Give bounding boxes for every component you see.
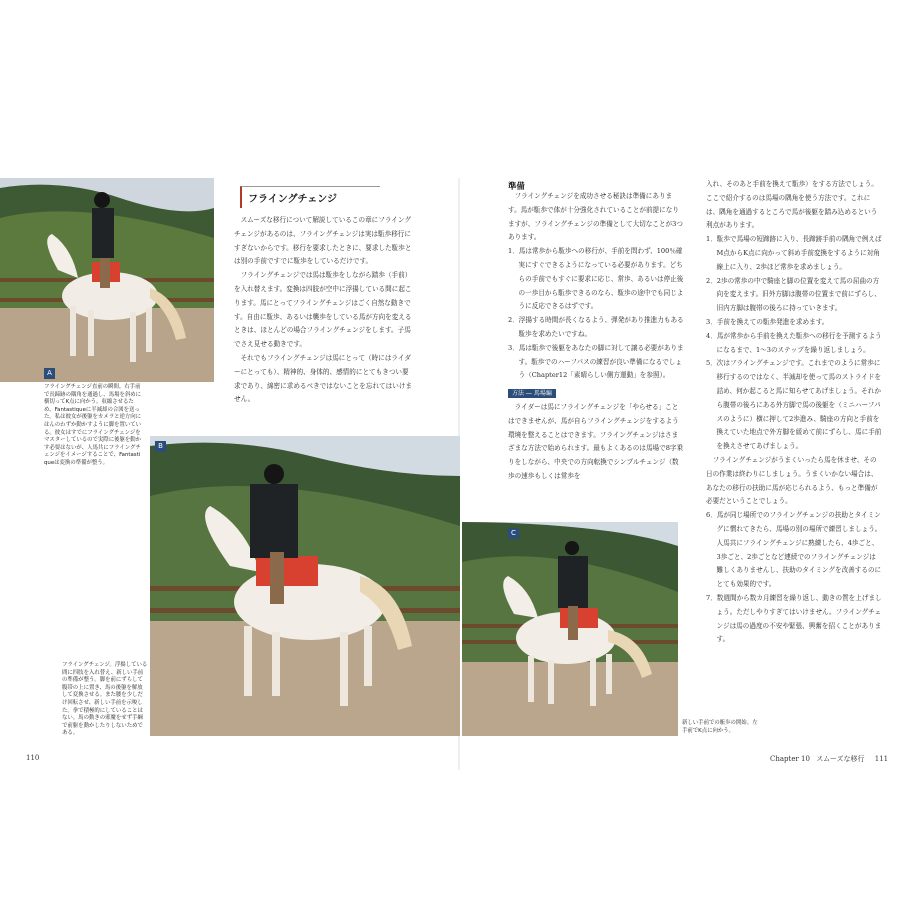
paragraph: 入れ、そのあと手前を換えて駈歩）をする方法でしょう。ここで紹介するのは馬場の隅角を使う方法です。これには、隅角を通過するところで馬が後躯を踏み込めるという利点があります。 <box>706 180 878 230</box>
list-item: 3．馬は駈歩で後躯をあなたの脚に対して譲る必要があります。駈歩でのハーフパスの練習が良い準備になるでしょう（Chapter12「素晴らしい側方運動」を参照）。 <box>508 343 684 380</box>
book-spread <box>0 178 920 770</box>
caption-b: フライングチェンジ。浮揚している間に四肢を入れ替え、新しい手前の準備が整う。脚を前にずらして腹帯の上に置き、馬の後躯を解放して変換させる。また腰を少しだけ回転させ、新しい手前を示唆した。拳で積極的にしていることはない。馬の動きの邪魔をせず手綱で前躯を動かしたりしないためである。 <box>62 662 148 737</box>
steps-list <box>706 233 882 454</box>
steps-list-later <box>706 509 882 647</box>
paragraph: ライダーは馬にフライングチェンジを「やらせる」ことはできませんが、馬が自らフライングチェンジをするよう環境を整えることはできます。フライングチェンジはさまざまな方法で始められます。最もよくあるのは馬場で8字乗りをしながら、中央での方向転換でシンプルチェンジ（数歩の速歩もしくは常歩を <box>508 402 684 480</box>
paragraph: スムーズな移行について解説しているこの章にフライングチェンジがあるのは、フライングチェンジは実は駈歩移行にすぎないからです。移行を要求したときに、要求した駈歩とは別の手前ですでに駈歩をしているだけです。 <box>234 216 412 266</box>
left-body-text <box>234 214 414 407</box>
method-tag: 方法 ― 馬場編 <box>508 389 556 398</box>
list-item: 3．手前を換えての駈歩発進を求めます。 <box>706 317 829 326</box>
paragraph: フライングチェンジがうまくいったら馬を休ませ、その日の作業は終わりにしましょう。うまくいかない場合は、あなたの移行の扶助に馬が応じられるよう、もっと準備が必要だということでしょう。 <box>706 455 878 506</box>
paragraph: それでもフライングチェンジは馬にとって（時にはライダーにとっても）、精神的、身体的、感情的にとてもきつい要求であり、綿密に求めるべきではないことを忘れてはいけません。 <box>234 353 413 404</box>
caption-c: 新しい手前での駈歩の開始。左手前でK点に向かう。 <box>682 720 758 734</box>
photo-a-label: A <box>44 368 55 379</box>
list-item: 7．数週間から数カ月練習を繰り返し、動きの質を上げましょう。ただしやりすぎてはいけません。フライングチェンジは馬の過度の不安や緊張、興奮を招くことがあります。 <box>706 593 882 644</box>
list-item: 1．馬は常歩から駈歩への移行が、手前を問わず、100％確実にすぐできるようになっている必要があります。どちらの手前でもすぐに要求に応じ、常歩、あるいは停止後の一歩目から駈歩できるのなら、駈歩の途中でも同じように反応できるはずです。 <box>508 247 684 311</box>
right-column-2 <box>508 190 684 484</box>
chapter-title: スムーズな移行 <box>816 755 865 763</box>
list-item: 1．駈歩で馬場の短蹄跡に入り、長蹄跡手前の隅角で例えばM点からK点に向かって斜め手前変換をするように対角線上に入り、2歩ほど常歩を求めましょう。 <box>706 235 882 271</box>
list-item: 4．馬が常歩から手前を換えた駈歩への移行を予測するようになるまで、1～3のステップを繰り返しましょう。 <box>706 331 882 354</box>
list-item: 5．次はフライングチェンジです。これまでのように常歩に移行するのではなく、半減却を使って馬のストライドを詰め、何か起こると馬に知らせてあげましょう。それから腹帯の後ろにある外方脚で馬の後躯を（ミニハーフパスのように）横に押して2歩進み、騎座の方向と手前を換えていた地点で外方脚を緩めて前にずらし、馬に手前を換えさせてあげましょう。 <box>706 359 882 451</box>
folio-left: 110 <box>26 754 40 762</box>
method-tag-row <box>508 387 684 401</box>
caption-a: フライングチェンジ直前の瞬間。右手前で長蹄跡の隅角を通過し、馬場を斜めに横切ってK点に向かう。収縮させるため、Fantastiqueに半減却の合図を送った。私は彼女が後躯をカメラと逆方向にはんのわずか動かすように脚を置いている。彼女はすでにフライングチェンジをマスターしているので実際に後躯を動かす必要はないが、人馬共にフライングチェンジをイメージすることで、Fantastiqueは変換の準備が整う。 <box>44 384 142 466</box>
photo-c <box>462 522 678 736</box>
folio-right: 111 <box>874 755 889 763</box>
list-item: 6．馬が同じ場所でのフライングチェンジの扶助とタイミングに慣れてきたら、馬場の別の場所で練習しましょう。人馬共にフライングチェンジに熟練したら、4歩ごと、3歩ごと、2歩ごとなど連続でのフライングチェンジは難しくありませんし、扶助のタイミングを改善するのにとても効果的です。 <box>706 511 882 589</box>
right-column-3 <box>706 178 882 647</box>
list-item: 2．浮揚する時間が長くなるよう、弾発があり推進力もある駈歩を求めたいですね。 <box>508 316 684 338</box>
folio-right-chapter <box>770 754 888 764</box>
photo-c-label: C <box>508 528 519 539</box>
section-heading: フライングチェンジ <box>240 186 380 208</box>
subheading-preparation: 準備 <box>508 181 525 191</box>
list-item: 2．2歩の常歩の中で騎座と脚の位置を変えて馬の屈曲の方向を変えます。旧外方脚は腹帯の位置まで前にずらし、旧内方脚は腹帯の後ろに持っていきます。 <box>706 276 881 313</box>
photo-a <box>0 178 214 382</box>
paragraph: フライングチェンジでは馬は駈歩をしながら踏歩（手前）を入れ替えます。変換は四肢が空中に浮揚している間に起こります。馬にとってフライングチェンジはごく自然な動きです。自由に駈歩、あるいは襲歩をしている馬が方向を変えるときは、ほとんどの場合フライングチェンジをします。子馬でさえ見せる動きです。 <box>234 271 412 349</box>
chapter-label: Chapter 10 <box>770 755 810 763</box>
photo-b <box>150 436 460 736</box>
prep-list <box>508 245 684 383</box>
photo-b-label: B <box>155 441 166 452</box>
paragraph: フライングチェンジを成功させる秘訣は準備にあります。馬が駈歩で体が十分強化されていることが前提になりますが、フライングチェンジの準備として大切なことが3つあります。 <box>508 192 683 242</box>
